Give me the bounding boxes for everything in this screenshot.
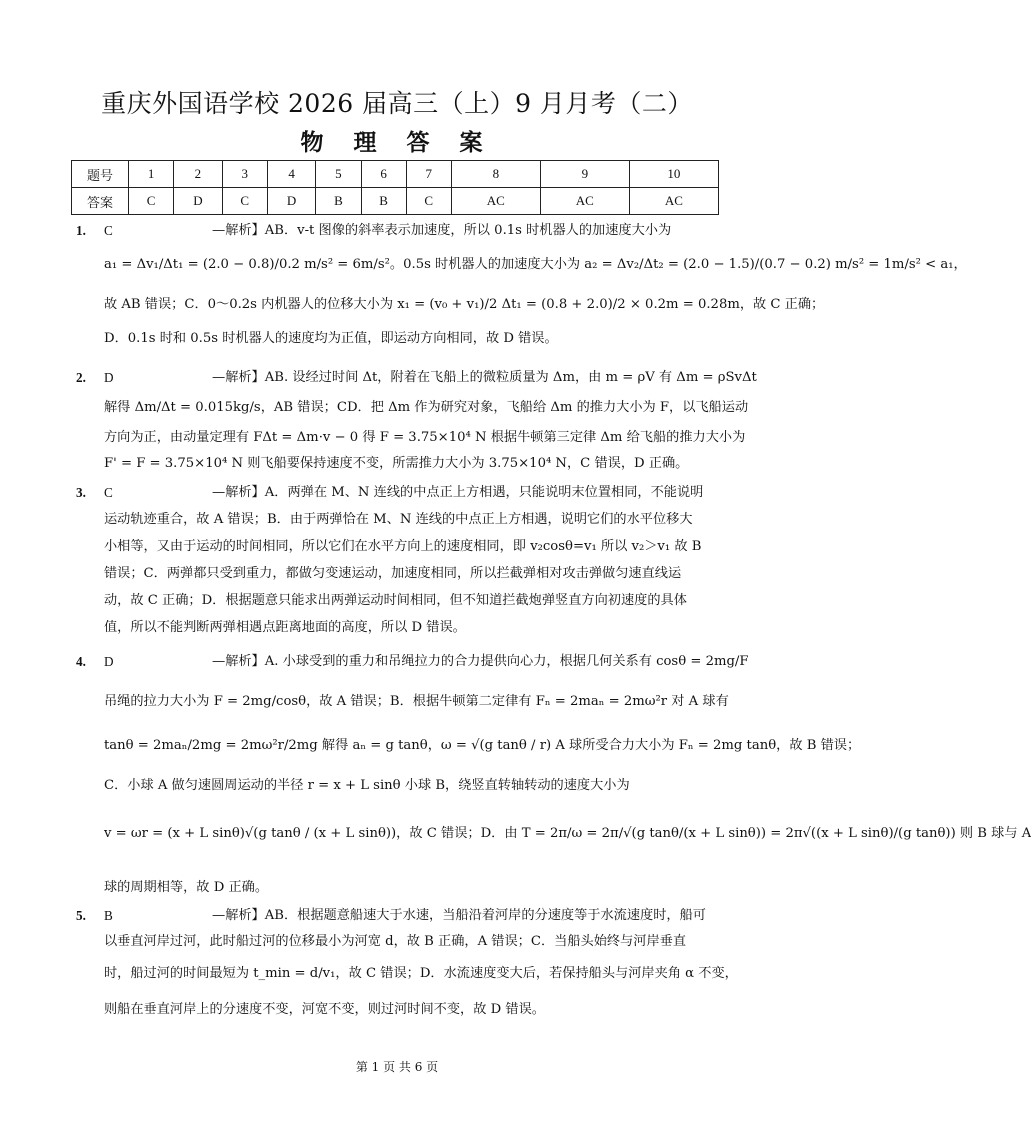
- table-cell: D: [267, 188, 316, 215]
- explanation-line: —解析】AB．v-t 图像的斜率表示加速度，所以 0.1s 时机器人的加速度大小为: [212, 223, 672, 238]
- table-cell: AC: [629, 188, 718, 215]
- explanation-line: D．0.1s 时和 0.5s 时机器人的速度均为正值，即运动方向相同，故 D 错误。: [104, 331, 558, 346]
- explanation-line: —解析】A．两弹在 M、N 连线的中点正上方相遇，只能说明末位置相同，不能说明: [212, 485, 704, 500]
- explanation-line: 值，所以不能判断两弹相遇点距离地面的高度，所以 D 错误。: [104, 620, 466, 635]
- explanation-line: 方向为正，由动量定理有 FΔt = Δm·v − 0 得 F = 3.75×10⁴ N 根据牛顿第三定律 Δm 给飞船的推力大小为: [104, 430, 746, 445]
- page-title: 重庆外国语学校 2026 届高三（上）9 月月考（二）: [101, 89, 693, 118]
- explanation-line: 时，船过河的时间最短为 t_min = d/v₁，故 C 错误；D．水流速度变大后，若保持船头与河岸夹角 α 不变，: [104, 966, 738, 981]
- explanation-line: —解析】AB．根据题意船速大于水速，当船沿着河岸的分速度等于水流速度时，船可: [212, 908, 706, 923]
- question-number: 3.: [76, 485, 86, 500]
- question-answer: D: [104, 654, 114, 669]
- explanation-line: —解析】A. 小球受到的重力和吊绳拉力的合力提供向心力，根据几何关系有 cosθ = 2mg/F: [212, 654, 749, 669]
- question-5: [76, 904, 738, 1024]
- table-cell: 10: [629, 161, 718, 188]
- explanation-line: tanθ = 2maₙ/2mg = 2mω²r/2mg 解得 aₙ = g tanθ，ω = √(g tanθ / r) A 球所受合力大小为 Fₙ = 2mg tanθ，故 B 错误；: [104, 738, 861, 753]
- answer-table-number-row: [72, 161, 719, 188]
- explanation-line: 错误；C．两弹都只受到重力，都做匀变速运动，加速度相同，所以拦截弹相对攻击弹做匀速直线运: [104, 566, 682, 581]
- row-label-answer: 答案: [72, 188, 129, 215]
- table-cell: C: [129, 188, 174, 215]
- question-number: 1.: [76, 223, 86, 238]
- explanation-line: —解析】AB. 设经过时间 Δt，附着在飞船上的微粒质量为 Δm，由 m = ρV 有 Δm = ρSvΔt: [212, 370, 757, 385]
- question-4: [76, 650, 1031, 900]
- table-cell: B: [316, 188, 361, 215]
- explanation-line: v = ωr = (x + L sinθ)√(g tanθ / (x + L sinθ))，故 C 错误；D．由 T = 2π/ω = 2π/√(g tanθ/(x + L sinθ)) = 2π√((x + L sinθ)/(g tanθ)) 则 B 球与 A: [104, 826, 1031, 841]
- explanation-line: 则船在垂直河岸上的分速度不变，河宽不变，则过河时间不变，故 D 错误。: [104, 1002, 545, 1017]
- question-answer: C: [104, 223, 113, 238]
- explanation-line: 故 AB 错误；C．0～0.2s 内机器人的位移大小为 x₁ = (v₀ + v₁)/2 Δt₁ = (0.8 + 2.0)/2 × 0.2m = 0.28m，故 C 正确；: [104, 297, 825, 312]
- table-cell: 7: [406, 161, 451, 188]
- question-answer: D: [104, 370, 114, 385]
- table-cell: 9: [540, 161, 629, 188]
- explanation-line: 以垂直河岸过河，此时船过河的位移最小为河宽 d，故 B 正确，A 错误；C．当船头始终与河岸垂直: [104, 934, 687, 949]
- explanation-line: a₁ = Δv₁/Δt₁ = (2.0 − 0.8)/0.2 m/s² = 6m/s²。0.5s 时机器人的加速度大小为 a₂ = Δv₂/Δt₂ = (2.0 − 1.5)/(0.7 − 0.2) m/s² = 1m/s² < a₁，: [104, 257, 967, 272]
- answer-table: [71, 160, 719, 215]
- question-2: [76, 366, 757, 478]
- table-cell: 4: [267, 161, 316, 188]
- table-cell: B: [361, 188, 406, 215]
- row-label-number: 题号: [72, 161, 129, 188]
- explanation-line: C．小球 A 做匀速圆周运动的半径 r = x + L sinθ 小球 B，绕竖直转轴转动的速度大小为: [104, 778, 630, 793]
- explanation-line: 球的周期相等，故 D 正确。: [104, 880, 269, 895]
- explanation-line: F' = F = 3.75×10⁴ N 则飞船要保持速度不变，所需推力大小为 3.75×10⁴ N，C 错误，D 正确。: [104, 456, 689, 471]
- question-answer: B: [104, 908, 113, 923]
- table-cell: 8: [451, 161, 540, 188]
- question-number: 5.: [76, 908, 86, 923]
- table-cell: C: [222, 188, 267, 215]
- table-cell: AC: [451, 188, 540, 215]
- table-cell: C: [406, 188, 451, 215]
- question-1: [76, 219, 967, 359]
- table-cell: AC: [540, 188, 629, 215]
- question-number: 4.: [76, 654, 86, 669]
- table-cell: D: [174, 188, 223, 215]
- page-subtitle: 物 理 答 案: [300, 129, 494, 156]
- table-cell: 6: [361, 161, 406, 188]
- answer-table-answer-row: [72, 188, 719, 215]
- explanation-line: 解得 Δm/Δt = 0.015kg/s，AB 错误；CD．把 Δm 作为研究对象，飞船给 Δm 的推力大小为 F，以飞船运动: [104, 400, 749, 415]
- explanation-line: 小相等，又由于运动的时间相同，所以它们在水平方向上的速度相同，即 v₂cosθ=v₁ 所以 v₂＞v₁ 故 B: [104, 539, 702, 554]
- explanation-line: 运动轨迹重合，故 A 错误；B．由于两弹恰在 M、N 连线的中点正上方相遇，说明它们的水平位移大: [104, 512, 693, 527]
- table-cell: 1: [129, 161, 174, 188]
- table-cell: 3: [222, 161, 267, 188]
- explanation-line: 吊绳的拉力大小为 F = 2mg/cosθ，故 A 错误；B．根据牛顿第二定律有 Fₙ = 2maₙ = 2mω²r 对 A 球有: [104, 694, 729, 709]
- question-3: [76, 481, 720, 641]
- explanation-line: 动，故 C 正确；D．根据题意只能求出两弹运动时间相同，但不知道拦截炮弹竖直方向初速度的具体: [104, 593, 687, 608]
- table-cell: 5: [316, 161, 361, 188]
- page-footer: 第 1 页 共 6 页: [355, 1060, 439, 1074]
- question-number: 2.: [76, 370, 86, 385]
- table-cell: 2: [174, 161, 223, 188]
- question-answer: C: [104, 485, 113, 500]
